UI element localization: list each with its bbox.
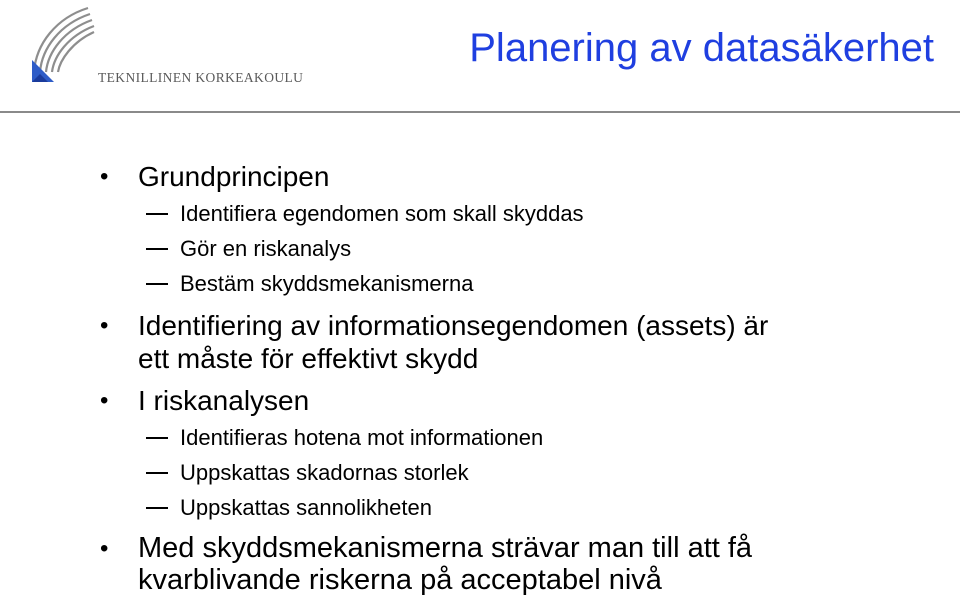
bullet-text-line: ett måste för effektivt skydd	[138, 343, 479, 374]
dash-icon	[146, 507, 168, 509]
dash-icon	[146, 248, 168, 250]
bullet-continuation	[138, 342, 478, 375]
bullet-dot-icon: •	[100, 163, 109, 190]
sub-bullet-text: Uppskattas skadornas storlek	[180, 460, 469, 485]
bullet-text-line: Med skyddsmekanismerna strävar man till att få	[138, 532, 753, 564]
sub-bullet-text: Uppskattas sannolikheten	[180, 495, 432, 520]
sub-bullet-text: Identifiera egendomen som skall skyddas	[180, 201, 584, 226]
bullet-continuation	[138, 564, 662, 597]
dash-icon	[146, 437, 168, 439]
bullet-text-line: Identifiering av informationsegendomen (assets) är	[138, 310, 769, 341]
bullet-item	[100, 160, 330, 193]
bullet-item	[100, 384, 310, 417]
bullet-text-line: kvarblivande riskerna på acceptabel nivå	[138, 564, 662, 596]
bullet-dot-icon: •	[100, 312, 109, 339]
page-title: Planering av datasäkerhet	[469, 26, 934, 70]
dash-icon	[146, 283, 168, 285]
sub-bullet-text: Bestäm skyddsmekanismerna	[180, 271, 474, 296]
dash-icon	[146, 213, 168, 215]
sub-bullet-text: Identifieras hotena mot informationen	[180, 425, 544, 450]
sub-bullet-item	[180, 425, 543, 451]
bullet-item	[100, 309, 769, 342]
bullet-text: Grundprincipen	[138, 161, 330, 192]
bullet-item	[100, 532, 753, 565]
dash-icon	[146, 472, 168, 474]
bullet-text: I riskanalysen	[138, 385, 310, 416]
sub-bullet-item	[180, 460, 469, 486]
sub-bullet-text: Gör en riskanalys	[180, 236, 352, 261]
bullet-dot-icon: •	[100, 387, 109, 414]
sub-bullet-item	[180, 271, 473, 297]
sub-bullet-item	[180, 495, 432, 521]
bullet-dot-icon: •	[100, 535, 109, 562]
sub-bullet-item	[180, 201, 584, 227]
sub-bullet-item	[180, 236, 351, 262]
organization-name: TEKNILLINEN KORKEAKOULU	[98, 70, 304, 85]
